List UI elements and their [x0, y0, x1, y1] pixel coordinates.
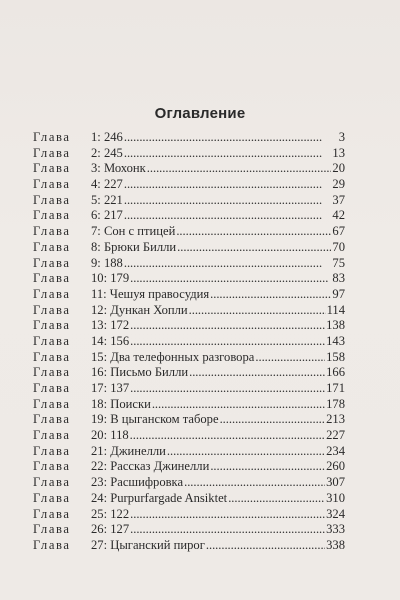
toc-entry-page-number: 97: [332, 286, 345, 301]
dot-leader: [130, 381, 325, 397]
toc-entry-label: Глава: [33, 271, 71, 286]
toc-entry-label: Глава: [33, 318, 71, 333]
toc-entry: [33, 240, 345, 256]
toc-entry-title: 24: Purpurfargade Ansiktet: [91, 490, 228, 505]
toc-entry-label: Глава: [33, 490, 71, 505]
toc-entry-page-number: 114: [326, 302, 345, 317]
toc-entry: [33, 538, 345, 554]
toc-entry-label: Глава: [33, 286, 71, 301]
dot-leader: [189, 365, 325, 381]
dot-leader: [177, 240, 331, 256]
toc-entry: [33, 130, 345, 146]
toc-entry-title: 21: Джинелли: [91, 443, 166, 458]
toc-entry: [33, 459, 345, 475]
toc-entry: [33, 381, 345, 397]
toc-entry-label: Глава: [33, 192, 71, 207]
toc-entry-page-number: 178: [326, 396, 345, 411]
toc-entry-title: 17: 137: [91, 381, 130, 395]
toc-entry: [33, 491, 345, 507]
toc-entry-page-number: 20: [332, 161, 345, 176]
toc-entry-title: 10: 179: [91, 271, 130, 286]
dot-leader: [130, 507, 325, 523]
dot-leader: [228, 491, 325, 507]
dot-leader: [124, 130, 338, 146]
toc-entry-page-number: 75: [332, 255, 345, 270]
toc-entry-page-number: 213: [326, 412, 345, 427]
toc-entry-page-number: 260: [326, 459, 345, 474]
toc-entry: [33, 224, 345, 240]
toc-entry-title: 15: Два телефонных разговора: [91, 349, 255, 364]
toc-entry-title: 27: Цыганский пирог: [91, 537, 205, 552]
toc-entry-page-number: 338: [326, 537, 345, 552]
toc-entry-title: 16: Письмо Билли: [91, 365, 189, 380]
toc-entry-title: 25: 122: [91, 506, 130, 521]
toc-entry-title: 7: Сон с птицей: [91, 224, 176, 239]
toc-entry-title: 19: В цыганском таборе: [91, 412, 219, 427]
toc-entry-label: Глава: [33, 443, 71, 458]
toc-entry-page-number: 37: [332, 192, 345, 207]
toc-entry-label: Глава: [33, 224, 71, 239]
toc-entry: [33, 507, 345, 523]
toc-entry-page-number: 42: [332, 208, 345, 223]
toc-entry-label: Глава: [33, 130, 71, 144]
toc-entry-title: 23: Расшифровка: [91, 475, 184, 490]
dot-leader: [147, 161, 332, 177]
toc-entry-label: Глава: [33, 522, 71, 537]
toc-entry: [33, 412, 345, 428]
toc-entry-page-number: 29: [332, 177, 345, 192]
toc-entry: [33, 318, 345, 334]
toc-entry-label: Глава: [33, 177, 71, 192]
toc-entry-label: Глава: [33, 239, 71, 254]
toc-entry-title: 13: 172: [91, 318, 130, 333]
toc-entry-label: Глава: [33, 145, 71, 160]
toc-entry: [33, 256, 345, 272]
toc-entry-label: Глава: [33, 349, 71, 364]
dot-leader: [210, 287, 331, 303]
toc-entry: [33, 271, 345, 287]
toc-entry: [33, 161, 345, 177]
dot-leader: [189, 303, 326, 319]
toc-entry-page-number: 166: [326, 365, 345, 380]
toc-entry: [33, 350, 345, 366]
dot-leader: [124, 256, 332, 272]
toc-entry: [33, 208, 345, 224]
dot-leader: [124, 177, 332, 193]
dot-leader: [124, 193, 332, 209]
toc-entry: [33, 287, 345, 303]
dot-leader: [206, 538, 325, 554]
toc-entry: [33, 146, 345, 162]
dot-leader: [176, 224, 331, 240]
dot-leader: [130, 318, 325, 334]
toc-entry-page-number: 171: [326, 381, 345, 395]
toc-entry-page-number: 138: [326, 318, 345, 333]
toc-entry-label: Глава: [33, 161, 71, 176]
toc-entry-label: Глава: [33, 475, 71, 490]
dot-leader: [184, 475, 325, 491]
toc-entry-title: 20: 118: [91, 428, 129, 443]
toc-entry-label: Глава: [33, 459, 71, 474]
toc-entry-title: 18: Поиски: [91, 396, 151, 411]
toc-entry-label: Глава: [33, 365, 71, 380]
toc-entry-title: 5: 221: [91, 192, 123, 207]
toc-entry-label: Глава: [33, 333, 71, 348]
toc-entry-page-number: 83: [332, 271, 345, 286]
toc-entry-title: 11: Чешуя правосудия: [91, 286, 210, 301]
toc-entry-title: 2: 245: [91, 145, 123, 160]
dot-leader: [130, 271, 331, 287]
page-title: Оглавление: [154, 105, 246, 122]
dot-leader: [130, 334, 325, 350]
toc-entry-label: Глава: [33, 428, 71, 443]
toc-entry: [33, 397, 345, 413]
dot-leader: [210, 459, 325, 475]
toc-entry: [33, 365, 345, 381]
toc-entry-title: 22: Рассказ Джинелли: [91, 459, 210, 474]
toc-entry-label: Глава: [33, 537, 71, 552]
toc-entry-page-number: 143: [326, 333, 345, 348]
toc-entry-page-number: 227: [326, 428, 345, 443]
dot-leader: [152, 397, 325, 413]
toc-entry-page-number: 3: [338, 130, 345, 144]
dot-leader: [124, 208, 332, 224]
toc-entry: [33, 428, 345, 444]
toc-entry-page-number: 158: [326, 349, 345, 364]
toc-entry-label: Глава: [33, 302, 71, 317]
toc-entry: [33, 177, 345, 193]
dot-leader: [255, 350, 325, 366]
toc-entry-label: Глава: [33, 255, 71, 270]
toc-entry-title: 14: 156: [91, 333, 130, 348]
toc-entry: [33, 475, 345, 491]
toc-entry-label: Глава: [33, 208, 71, 223]
dot-leader: [167, 444, 325, 460]
table-of-contents: [33, 130, 345, 554]
toc-entry-page-number: 70: [332, 239, 345, 254]
toc-entry: [33, 303, 345, 319]
toc-entry-title: 1: 246: [91, 130, 123, 144]
toc-entry: [33, 193, 345, 209]
toc-entry-page-number: 310: [326, 490, 345, 505]
toc-entry-title: 12: Дункан Хопли: [91, 302, 188, 317]
toc-entry: [33, 522, 345, 538]
toc-entry: [33, 334, 345, 350]
toc-entry-label: Глава: [33, 396, 71, 411]
toc-entry: [33, 444, 345, 460]
dot-leader: [130, 522, 325, 538]
toc-entry-title: 26: 127: [91, 522, 130, 537]
toc-entry-title: 9: 188: [91, 255, 123, 270]
toc-entry-label: Глава: [33, 381, 71, 395]
dot-leader: [124, 146, 332, 162]
toc-entry-page-number: 234: [326, 443, 345, 458]
toc-entry-label: Глава: [33, 412, 71, 427]
dot-leader: [130, 428, 325, 444]
dot-leader: [220, 412, 326, 428]
toc-entry-title: 8: Брюки Билли: [91, 239, 177, 254]
toc-entry-page-number: 324: [326, 506, 345, 521]
toc-entry-page-number: 333: [326, 522, 345, 537]
toc-entry-title: 4: 227: [91, 177, 123, 192]
toc-entry-page-number: 307: [326, 475, 345, 490]
toc-entry-page-number: 13: [332, 145, 345, 160]
toc-entry-title: 3: Мохонк: [91, 161, 146, 176]
toc-entry-page-number: 67: [332, 224, 345, 239]
toc-entry-title: 6: 217: [91, 208, 123, 223]
toc-entry-label: Глава: [33, 506, 71, 521]
